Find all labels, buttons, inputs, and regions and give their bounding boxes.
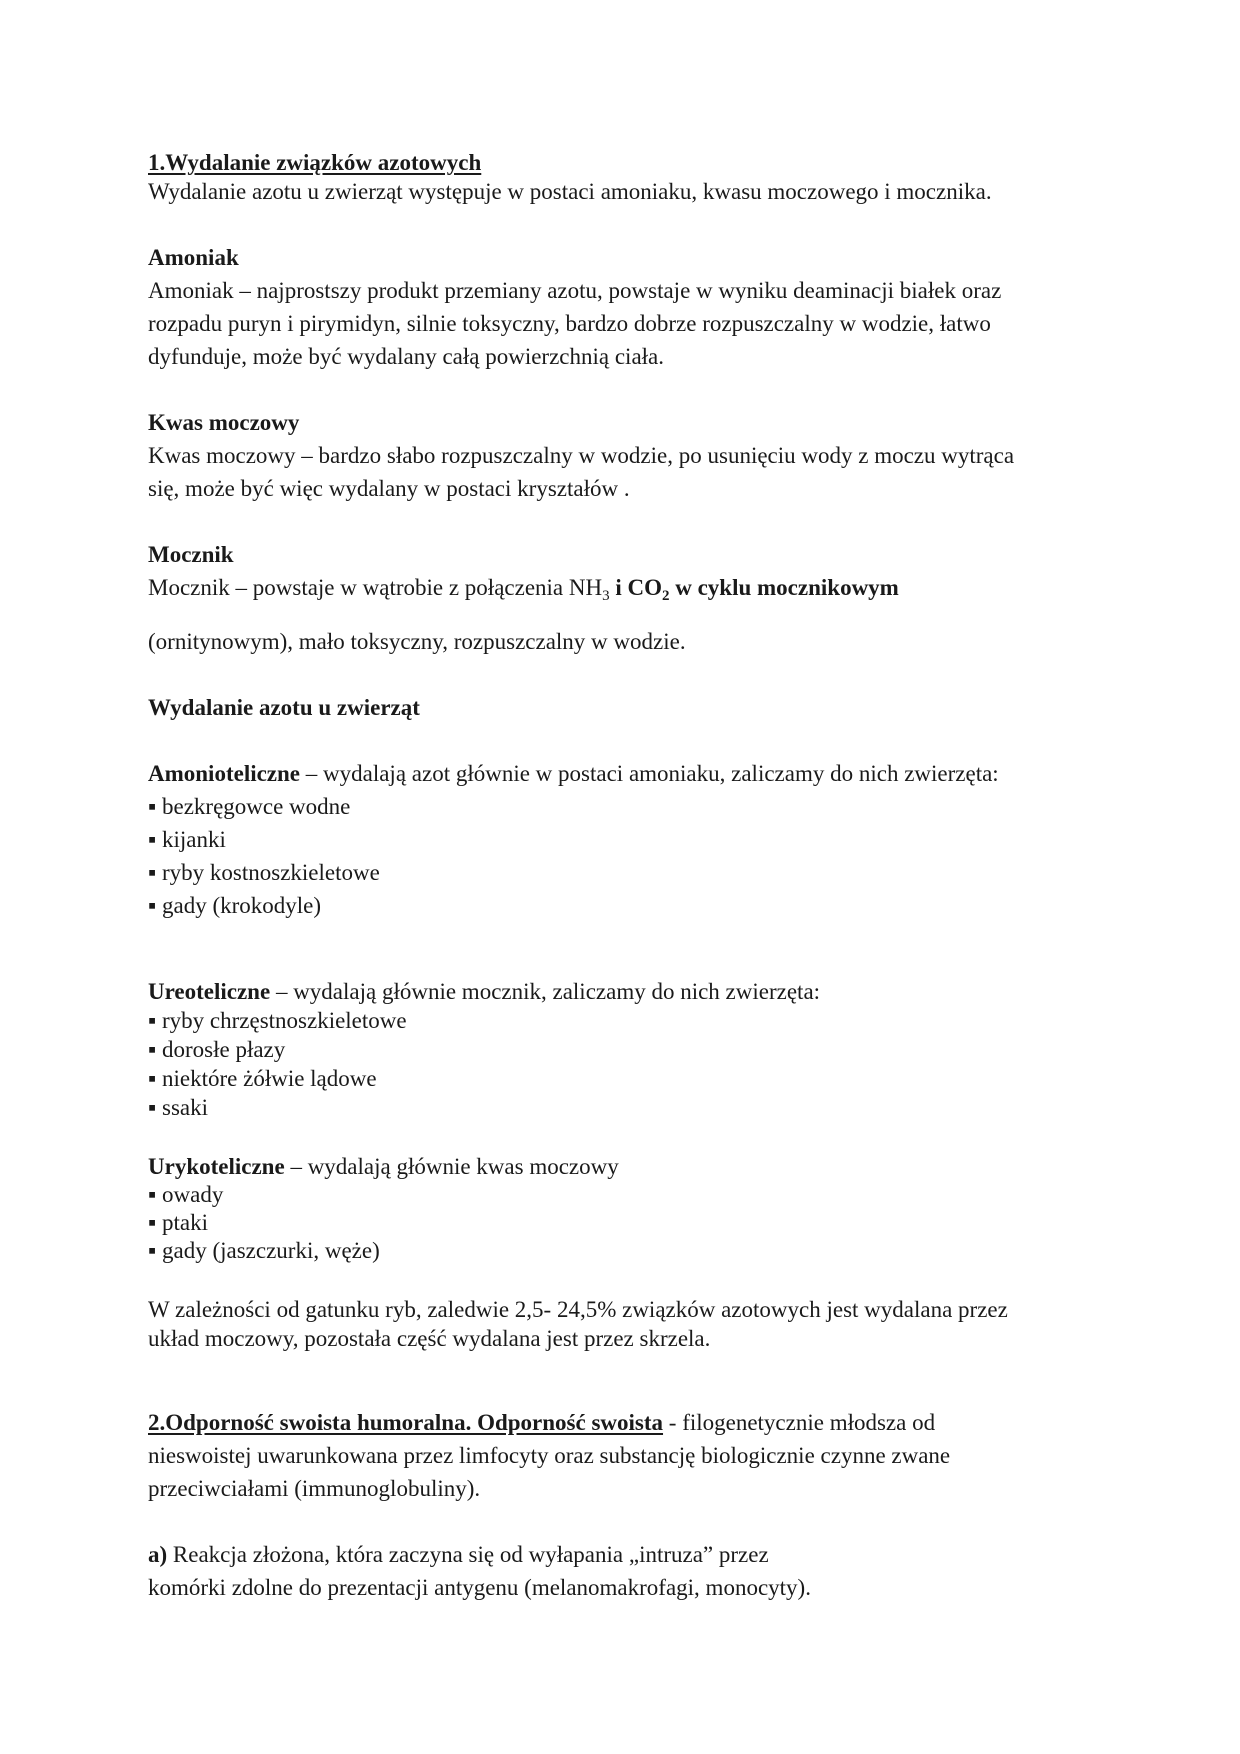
amonio-desc: – wydalają azot głównie w postaci amoniaku, zaliczamy do nich zwierzęta: bbox=[300, 761, 999, 786]
kwas-line-1: Kwas moczowy – bardzo słabo rozpuszczalny w wodzie, po usunięciu wody z moczu wytrąca bbox=[148, 443, 1015, 468]
ryby-line-1: W zależności od gatunku ryb, zaledwie 2,5- 24,5% związków azotowych jest wydalana przez bbox=[148, 1297, 1008, 1322]
list-item bbox=[148, 1183, 223, 1206]
ureo-line bbox=[148, 980, 820, 1003]
list-item bbox=[148, 1211, 208, 1234]
list-item bbox=[148, 1096, 208, 1119]
section1-heading: 1.Wydalanie związków azotowych bbox=[148, 150, 482, 175]
list-item bbox=[148, 894, 321, 917]
section2-a-line-1 bbox=[148, 1543, 769, 1566]
list-item-text: gady (jaszczurki, węże) bbox=[162, 1238, 380, 1263]
section1-intro: Wydalanie azotu u zwierząt występuje w postaci amoniaku, kwasu moczowego i mocznika. bbox=[148, 179, 992, 204]
list-item-text: niektóre żółwie lądowe bbox=[162, 1066, 377, 1091]
mocznik-heading: Mocznik bbox=[148, 542, 234, 567]
kwas-heading: Kwas moczowy bbox=[148, 410, 300, 435]
list-item-text: ptaki bbox=[162, 1210, 208, 1235]
kwas-line-2: się, może być więc wydalany w postaci kryształów . bbox=[148, 476, 630, 501]
mocznik-line-1-c: w cyklu mocznikowym bbox=[669, 575, 899, 600]
list-item-text: kijanki bbox=[162, 827, 226, 852]
mocznik-line-1-a: Mocznik – powstaje w wątrobie z połączenia NH bbox=[148, 575, 603, 600]
ryby-line-2: układ moczowy, pozostała część wydalana jest przez skrzela. bbox=[148, 1326, 711, 1351]
amoniak-line-3: dyfunduje, może być wydalany całą powierzchnią ciała. bbox=[148, 344, 664, 369]
item-a-text: Reakcja złożona, która zaczyna się od wyłapania „intruza” przez bbox=[167, 1542, 769, 1567]
amoniak-heading: Amoniak bbox=[148, 245, 239, 270]
bullet-icon: ▪ bbox=[148, 1095, 157, 1120]
bullet-icon: ▪ bbox=[148, 1008, 157, 1033]
uryko-term: Urykoteliczne bbox=[148, 1154, 285, 1179]
bullet-icon: ▪ bbox=[148, 794, 157, 819]
item-a-label: a) bbox=[148, 1542, 168, 1567]
list-item-text: dorosłe płazy bbox=[162, 1037, 286, 1062]
list-item-text: gady (krokodyle) bbox=[162, 893, 322, 918]
bullet-icon: ▪ bbox=[148, 1210, 157, 1235]
mocznik-line-2: (ornitynowym), mało toksyczny, rozpuszczalny w wodzie. bbox=[148, 629, 686, 654]
mocznik-line-1-b: i CO bbox=[609, 575, 662, 600]
bullet-icon: ▪ bbox=[148, 1037, 157, 1062]
list-item bbox=[148, 1067, 377, 1090]
bullet-icon: ▪ bbox=[148, 1238, 157, 1263]
bullet-icon: ▪ bbox=[148, 1182, 157, 1207]
list-item-text: ryby chrzęstnoszkieletowe bbox=[162, 1008, 407, 1033]
bullet-icon: ▪ bbox=[148, 827, 157, 852]
list-item bbox=[148, 1239, 380, 1262]
bullet-icon: ▪ bbox=[148, 893, 157, 918]
section2-line-1 bbox=[148, 1411, 935, 1434]
section2-line-3: przeciwciałami (immunoglobuliny). bbox=[148, 1476, 481, 1501]
list-item bbox=[148, 828, 226, 851]
section2-line-1-rest: - filogenetycznie młodsza od bbox=[663, 1410, 936, 1435]
list-item bbox=[148, 1038, 285, 1061]
co2-subscript: 2 bbox=[661, 588, 670, 604]
list-item-text: ssaki bbox=[162, 1095, 208, 1120]
nh3-subscript: 3 bbox=[602, 588, 610, 604]
list-item-text: bezkręgowce wodne bbox=[162, 794, 351, 819]
amonio-term: Amonioteliczne bbox=[148, 761, 301, 786]
section2-heading: 2.Odporność swoista humoralna. Odporność swoista bbox=[148, 1410, 664, 1435]
list-item bbox=[148, 861, 380, 884]
bullet-icon: ▪ bbox=[148, 1066, 157, 1091]
ureo-term: Ureoteliczne bbox=[148, 979, 271, 1004]
uryko-desc: – wydalają głównie kwas moczowy bbox=[284, 1154, 619, 1179]
list-item bbox=[148, 1009, 407, 1032]
amoniak-line-2: rozpadu puryn i pirymidyn, silnie toksyczny, bardzo dobrze rozpuszczalny w wodzie, łatwo bbox=[148, 311, 991, 336]
uryko-line bbox=[148, 1155, 619, 1178]
ureo-desc: – wydalają głównie mocznik, zaliczamy do nich zwierzęta: bbox=[270, 979, 821, 1004]
amonio-line bbox=[148, 762, 999, 785]
amoniak-line-1: Amoniak – najprostszy produkt przemiany azotu, powstaje w wyniku deaminacji białek oraz bbox=[148, 278, 1002, 303]
wydalanie-heading: Wydalanie azotu u zwierząt bbox=[148, 695, 420, 720]
section2-line-2: nieswoistej uwarunkowana przez limfocyty oraz substancję biologicznie czynne zwane bbox=[148, 1443, 951, 1468]
list-item-text: ryby kostnoszkieletowe bbox=[162, 860, 380, 885]
list-item bbox=[148, 795, 350, 818]
section2-a-line-2: komórki zdolne do prezentacji antygenu (melanomakrofagi, monocyty). bbox=[148, 1575, 811, 1600]
mocznik-line-1 bbox=[148, 576, 899, 604]
bullet-icon: ▪ bbox=[148, 860, 157, 885]
list-item-text: owady bbox=[162, 1182, 224, 1207]
